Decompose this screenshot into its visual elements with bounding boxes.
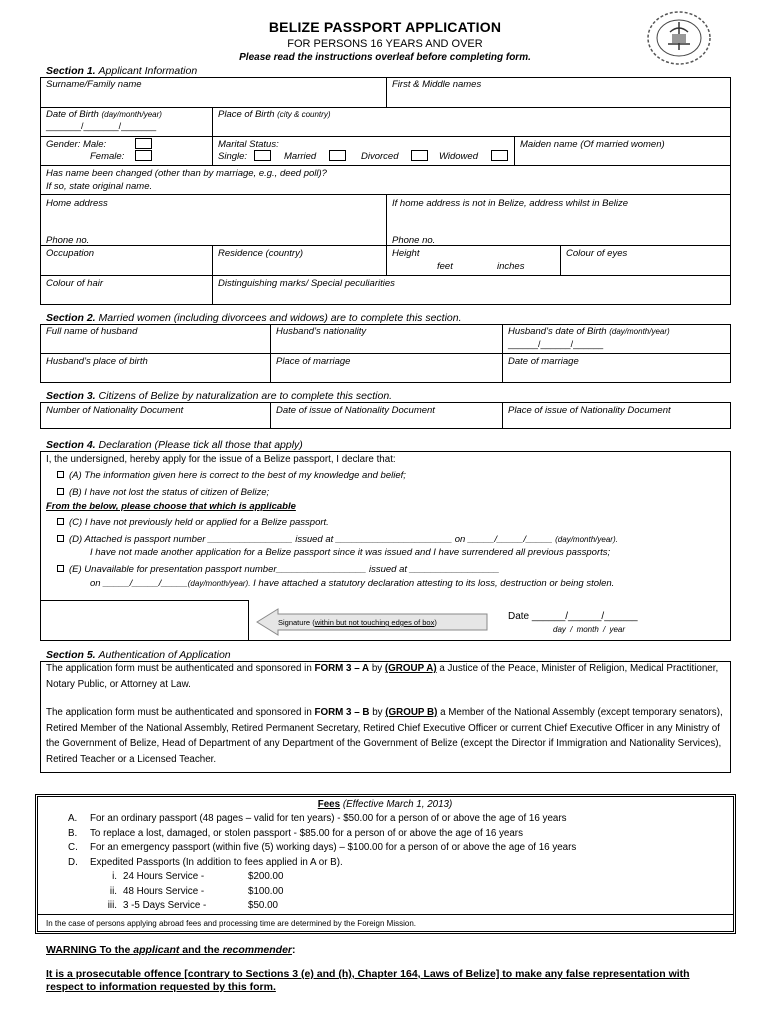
gender-label: Gender: Male: [46, 139, 107, 150]
form-subtitle: FOR PERSONS 16 YEARS AND OVER [287, 38, 483, 50]
decl-d[interactable]: (D) Attached is passport number ________________ issued at ______________________ on _____/_____/_____ (day/month/year). [57, 534, 618, 545]
fees-title: Fees (Effective March 1, 2013) [317, 799, 453, 810]
date-format: day / month / year [553, 625, 626, 634]
divorced-label: Divorced [361, 151, 399, 162]
signature-arrow: Signature (within but not touching edges of box) [256, 607, 489, 637]
section2-heading: Section 2. Married women (including divorcees and widows) are to complete this section. [46, 312, 462, 324]
signature-box[interactable] [40, 600, 249, 641]
husband-nat-label: Husband’s nationality [276, 326, 367, 337]
home-address-label: Home address [46, 198, 108, 209]
first-middle-label: First & Middle names [392, 79, 482, 90]
height-label: Height [392, 248, 420, 259]
fees-abroad-note: In the case of persons applying abroad fees and processing time are determined by the Foreign Mission. [46, 919, 416, 928]
husband-pob-label: Husband’s place of birth [46, 356, 148, 367]
nat-date-label: Date of issue of Nationality Document [276, 405, 435, 416]
fee-sub-i: i. 24 Hours Service - $200.00 [112, 871, 284, 882]
nat-place-label: Place of issue of Nationality Document [508, 405, 671, 416]
fee-item-c: C. For an emergency passport (within five (5) working days) – $100.00 for a person of or above the age of 16 years [68, 842, 577, 853]
eyes-label: Colour of eyes [566, 248, 628, 259]
hair-label: Colour of hair [46, 278, 104, 289]
form-instruction: Please read the instructions overleaf before completing form. [239, 52, 531, 63]
fee-item-b: B. To replace a lost, damaged, or stolen passport - $85.00 for a person of or above the age of 16 years [68, 827, 523, 839]
date-marriage-label: Date of marriage [508, 356, 579, 367]
dob-label: Date of Birth (day/month/year) [46, 109, 162, 120]
belize-seal-icon [646, 10, 712, 66]
maiden-label: Maiden name (Of married women) [520, 139, 665, 150]
decl-c[interactable]: (C) I have not previously held or applied for a Belize passport. [57, 517, 329, 528]
name-changed-label: Has name been changed (other than by marriage, e.g., deed poll)? [46, 168, 327, 179]
dob-blank[interactable]: _______/_______/_______ [46, 121, 157, 131]
female-label: Female: [90, 151, 125, 162]
phone-label: Phone no. [46, 235, 90, 246]
widowed-label: Widowed [439, 151, 478, 162]
marital-label: Marital Status: [218, 139, 279, 150]
section3-heading: Section 3. Citizens of Belize by naturalization are to complete this section. [46, 390, 393, 402]
warning-offence: It is a prosecutable offence [contrary to Sections 3 (e) and (h), Chapter 164, Laws of Belize] to make any false representation with respect to information requested by this form. [46, 968, 690, 993]
nat-doc-label: Number of Nationality Document [46, 405, 184, 416]
single-checkbox[interactable] [254, 150, 271, 161]
married-label: Married [284, 151, 317, 162]
widowed-checkbox[interactable] [491, 150, 508, 161]
decl-b[interactable]: (B) I have not lost the status of citizen of Belize; [57, 487, 269, 498]
abroad-address-label: If home address is not in Belize, address whilst in Belize [392, 198, 629, 209]
residence-label: Residence (country) [218, 248, 304, 259]
female-checkbox[interactable] [135, 150, 152, 161]
married-checkbox[interactable] [329, 150, 346, 161]
fee-item-a: A. For an ordinary passport (48 pages – valid for ten years) - $50.00 for a person of or above the age of 16 years [68, 813, 567, 824]
husband-dob-label: Husband’s date of Birth (day/month/year) [508, 326, 670, 337]
section1-heading: Section 1. Applicant Information [46, 65, 198, 77]
choose-note: From the below, please choose that which is applicable [46, 501, 296, 512]
section5-para1: The application form must be authenticated and sponsored in FORM 3 – A by (GROUP A) a Justice of the Peace, Minister of Religion, Medical Practitioner, Notary Public, or Attorney at Law. [46, 663, 719, 690]
phone2-label: Phone no. [392, 235, 436, 246]
decl-e-line2: on _____/_____/_____(day/month/year). I have attached a statutory declaration attesting to its loss, destruction or being stolen. [90, 578, 615, 589]
fee-sub-iii: iii. 3 -5 Days Service - $50.00 [107, 900, 278, 911]
marks-label: Distinguishing marks/ Special peculiarities [218, 278, 395, 289]
date-field[interactable]: Date ______/______/______ [508, 611, 638, 622]
section4-heading: Section 4. Declaration (Please tick all those that apply) [46, 439, 303, 451]
inches-label: inches [497, 261, 525, 272]
pob-label: Place of Birth (city & country) [218, 109, 331, 120]
declaration-intro: I, the undersigned, hereby apply for the issue of a Belize passport, I declare that: [46, 454, 396, 465]
single-label: Single: [218, 151, 248, 162]
feet-label: feet [437, 261, 453, 272]
section5-para2: The application form must be authenticated and sponsored in FORM 3 – B by (GROUP B) a Member of the National Assembly (except temporary senators), Retired Member of the National Assembly, Retired Permanent Secretary, Retired Chief Executive Officer or current Chief Executive Officer in any Ministry of the Government of Belize, Head of Department of any Department of the Government of Belize (except the Director if Immigration and Nationality Services), Retired Teacher or a Licensed Teacher. [46, 707, 723, 765]
divorced-checkbox[interactable] [411, 150, 428, 161]
husband-name-label: Full name of husband [46, 326, 138, 337]
decl-e[interactable]: (E) Unavailable for presentation passport number_________________ issued at _________________ [57, 564, 499, 575]
section5-heading: Section 5. Authentication of Application [46, 649, 231, 661]
decl-a[interactable]: (A) The information given here is correct to the best of my knowledge and belief; [57, 470, 406, 481]
original-name-label: If so, state original name. [46, 181, 153, 192]
place-marriage-label: Place of marriage [276, 356, 351, 367]
fee-sub-ii: ii. 48 Hours Service - $100.00 [109, 885, 284, 897]
decl-d-line2: I have not made another application for a Belize passport since it was issued and I have surrendered all previous passports; [90, 547, 611, 558]
surname-label: Surname/Family name [46, 79, 142, 90]
form-title: BELIZE PASSPORT APPLICATION [268, 19, 502, 35]
fees-list [68, 812, 576, 914]
male-checkbox[interactable] [135, 138, 152, 149]
warning-heading: WARNING To the applicant and the recommender: [46, 944, 296, 956]
fee-item-d: D. Expedited Passports (In addition to fees applied in A or B). [68, 856, 343, 868]
husband-dob-blank[interactable]: ______/______/______ [508, 339, 604, 349]
occupation-label: Occupation [46, 248, 95, 259]
